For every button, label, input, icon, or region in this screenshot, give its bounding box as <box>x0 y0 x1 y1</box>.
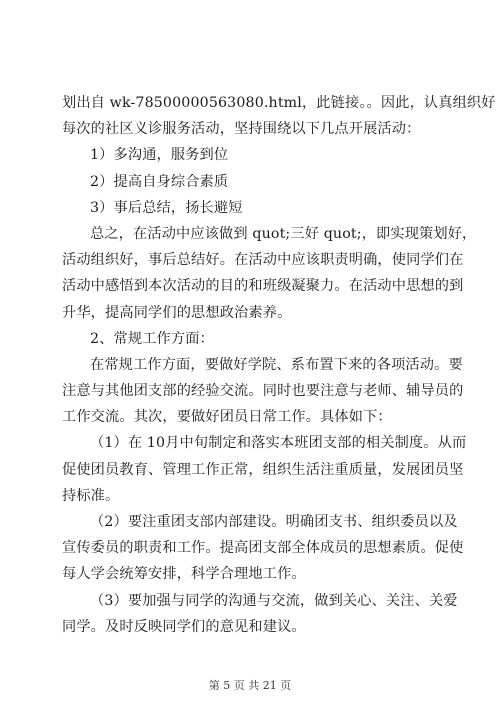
text-line: 工作交流。其次，要做好团员日常工作。具体如下： <box>62 409 392 426</box>
text-line: （2）要注重团支部内部建设。明确团支书、组织委员以及 <box>90 514 458 530</box>
document-body <box>62 90 496 640</box>
text-line: 宣传委员的职责和工作。提高团支部全体成员的思想素质。促使 <box>62 540 464 557</box>
text-line: 注意与其他团支部的经验交流。同时也要注意与老师、辅导员的 <box>62 383 464 400</box>
text-line: 每人学会统筹安排，科学合理地工作。 <box>62 566 306 583</box>
page-footer: 第 5 页 共 21 页 <box>208 679 292 692</box>
text-line: 促使团员教育、管理工作正常，组织生活注重质量，发展团员坚 <box>62 461 464 478</box>
text-line: 3）事后总结，扬长避短 <box>90 199 243 216</box>
text-line: 在常规工作方面，要做好学院、系布置下来的各项活动。要 <box>90 356 463 373</box>
text-line: （3）要加强与同学的沟通与交流，做到关心、关注、关爱 <box>90 592 458 609</box>
text-line: 2）提高自身综合素质 <box>90 173 229 190</box>
text-line: 2、常规工作方面： <box>90 330 214 347</box>
text-line: 活动组织好，事后总结好。在活动中应该职责明确，使同学们在 <box>62 252 464 269</box>
text-line: 1）多沟通，服务到位 <box>90 147 229 164</box>
text-line: 每次的社区义诊服务活动，坚持围绕以下几点开展活动： <box>62 121 421 138</box>
text-line: 划出自 wk-78500000563080.html，此链接。。因此，认真组织好 <box>62 95 496 111</box>
text-line: （1）在 10月中旬制定和落实本班团支部的相关制度。从而 <box>90 435 467 452</box>
text-line: 同学。及时反映同学们的意见和建议。 <box>62 618 306 635</box>
text-line: 总之，在活动中应该做到 quot;三好 quot;，即实现策划好， <box>90 225 477 242</box>
text-line: 持标准。 <box>62 487 120 504</box>
text-line: 升华，提高同学们的思想政治素养。 <box>62 304 292 321</box>
text-line: 活动中感悟到本次活动的目的和班级凝聚力。在活动中思想的到 <box>62 278 464 295</box>
